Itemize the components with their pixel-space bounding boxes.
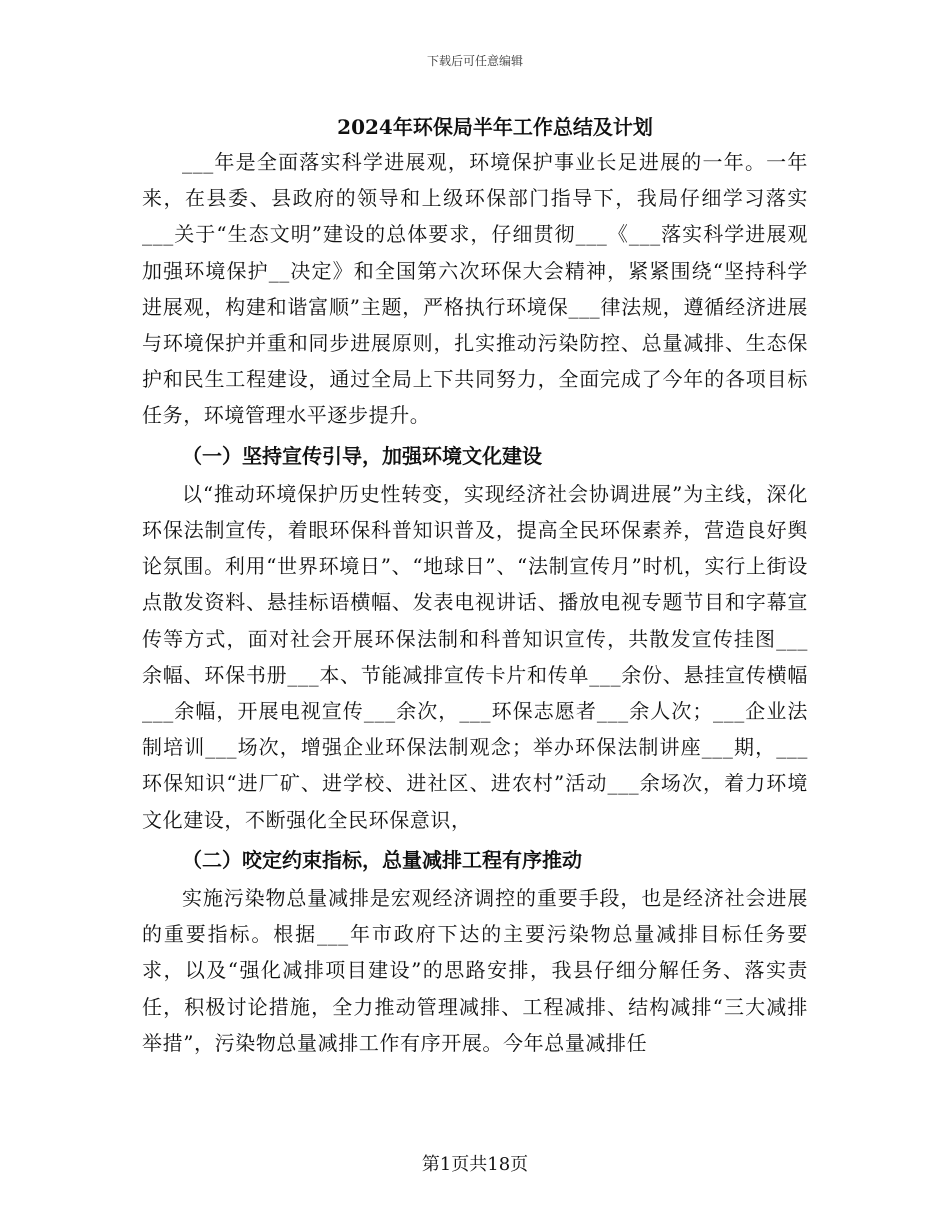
- document-content: [142, 110, 808, 1061]
- section-2-paragraph: 实施污染物总量减排是宏观经济调控的重要手段，也是经济社会进展的重要指标。根据___年市政府下达的主要污染物总量减排目标任务要求，以及“强化减排项目建设”的思路安排，我县仔细分解任务、落实责任，积极讨论措施，全力推动管理减排、工程减排、结构减排“三大减排举措”，污染物总量减排工作有序开展。今年总量减排任: [142, 886, 808, 1055]
- intro-paragraph: ___年是全面落实科学进展观，环境保护事业长足进展的一年。一年来，在县委、县政府的领导和上级环保部门指导下，我局仔细学习落实___关于“生态文明”建设的总体要求，仔细贯彻___《___落实科学进展观加强环境保护__决定》和全国第六次环保大会精神，紧紧围绕“坚持科学进展观，构建和谐富顺”主题，严格执行环境保___律法规，遵循经济进展与环境保护并重和同步进展原则，扎实推动污染防控、总量减排、生态保护和民生工程建设，通过全局上下共同努力，全面完成了今年的各项目标任务，环境管理水平逐步提升。: [142, 150, 808, 428]
- section-2-heading: （二）咬定约束指标，总量减排工程有序推动: [182, 847, 582, 872]
- header-note: 下载后可任意编辑: [426, 54, 523, 68]
- page-number: 第1页共18页: [421, 1154, 529, 1175]
- section-1-heading: （一）坚持宣传引导，加强环境文化建设: [182, 443, 542, 468]
- document-title: 2024年环保局半年工作总结及计划: [337, 115, 653, 139]
- section-1-paragraph: 以“推动环境保护历史性转变，实现经济社会协调进展”为主线，深化环保法制宣传，着眼环保科普知识普及，提高全民环保素养，营造良好舆论氛围。利用“世界环境日”、“地球日”、“法制宣传月”时机，实行上街设点散发资料、悬挂标语横幅、发表电视讲话、播放电视专题节目和字幕宣传等方式，面对社会开展环保法制和科普知识宣传，共散发宣传挂图___余幅、环保书册___本、节能减排宣传卡片和传单___余份、悬挂宣传横幅___余幅，开展电视宣传___余次，___环保志愿者___余人次；___企业法制培训___场次，增强企业环保法制观念；举办环保法制讲座___期，___环保知识“进厂矿、进学校、进社区、进农村”活动___余场次，着力环境文化建设，不断强化全民环保意识，: [142, 481, 808, 832]
